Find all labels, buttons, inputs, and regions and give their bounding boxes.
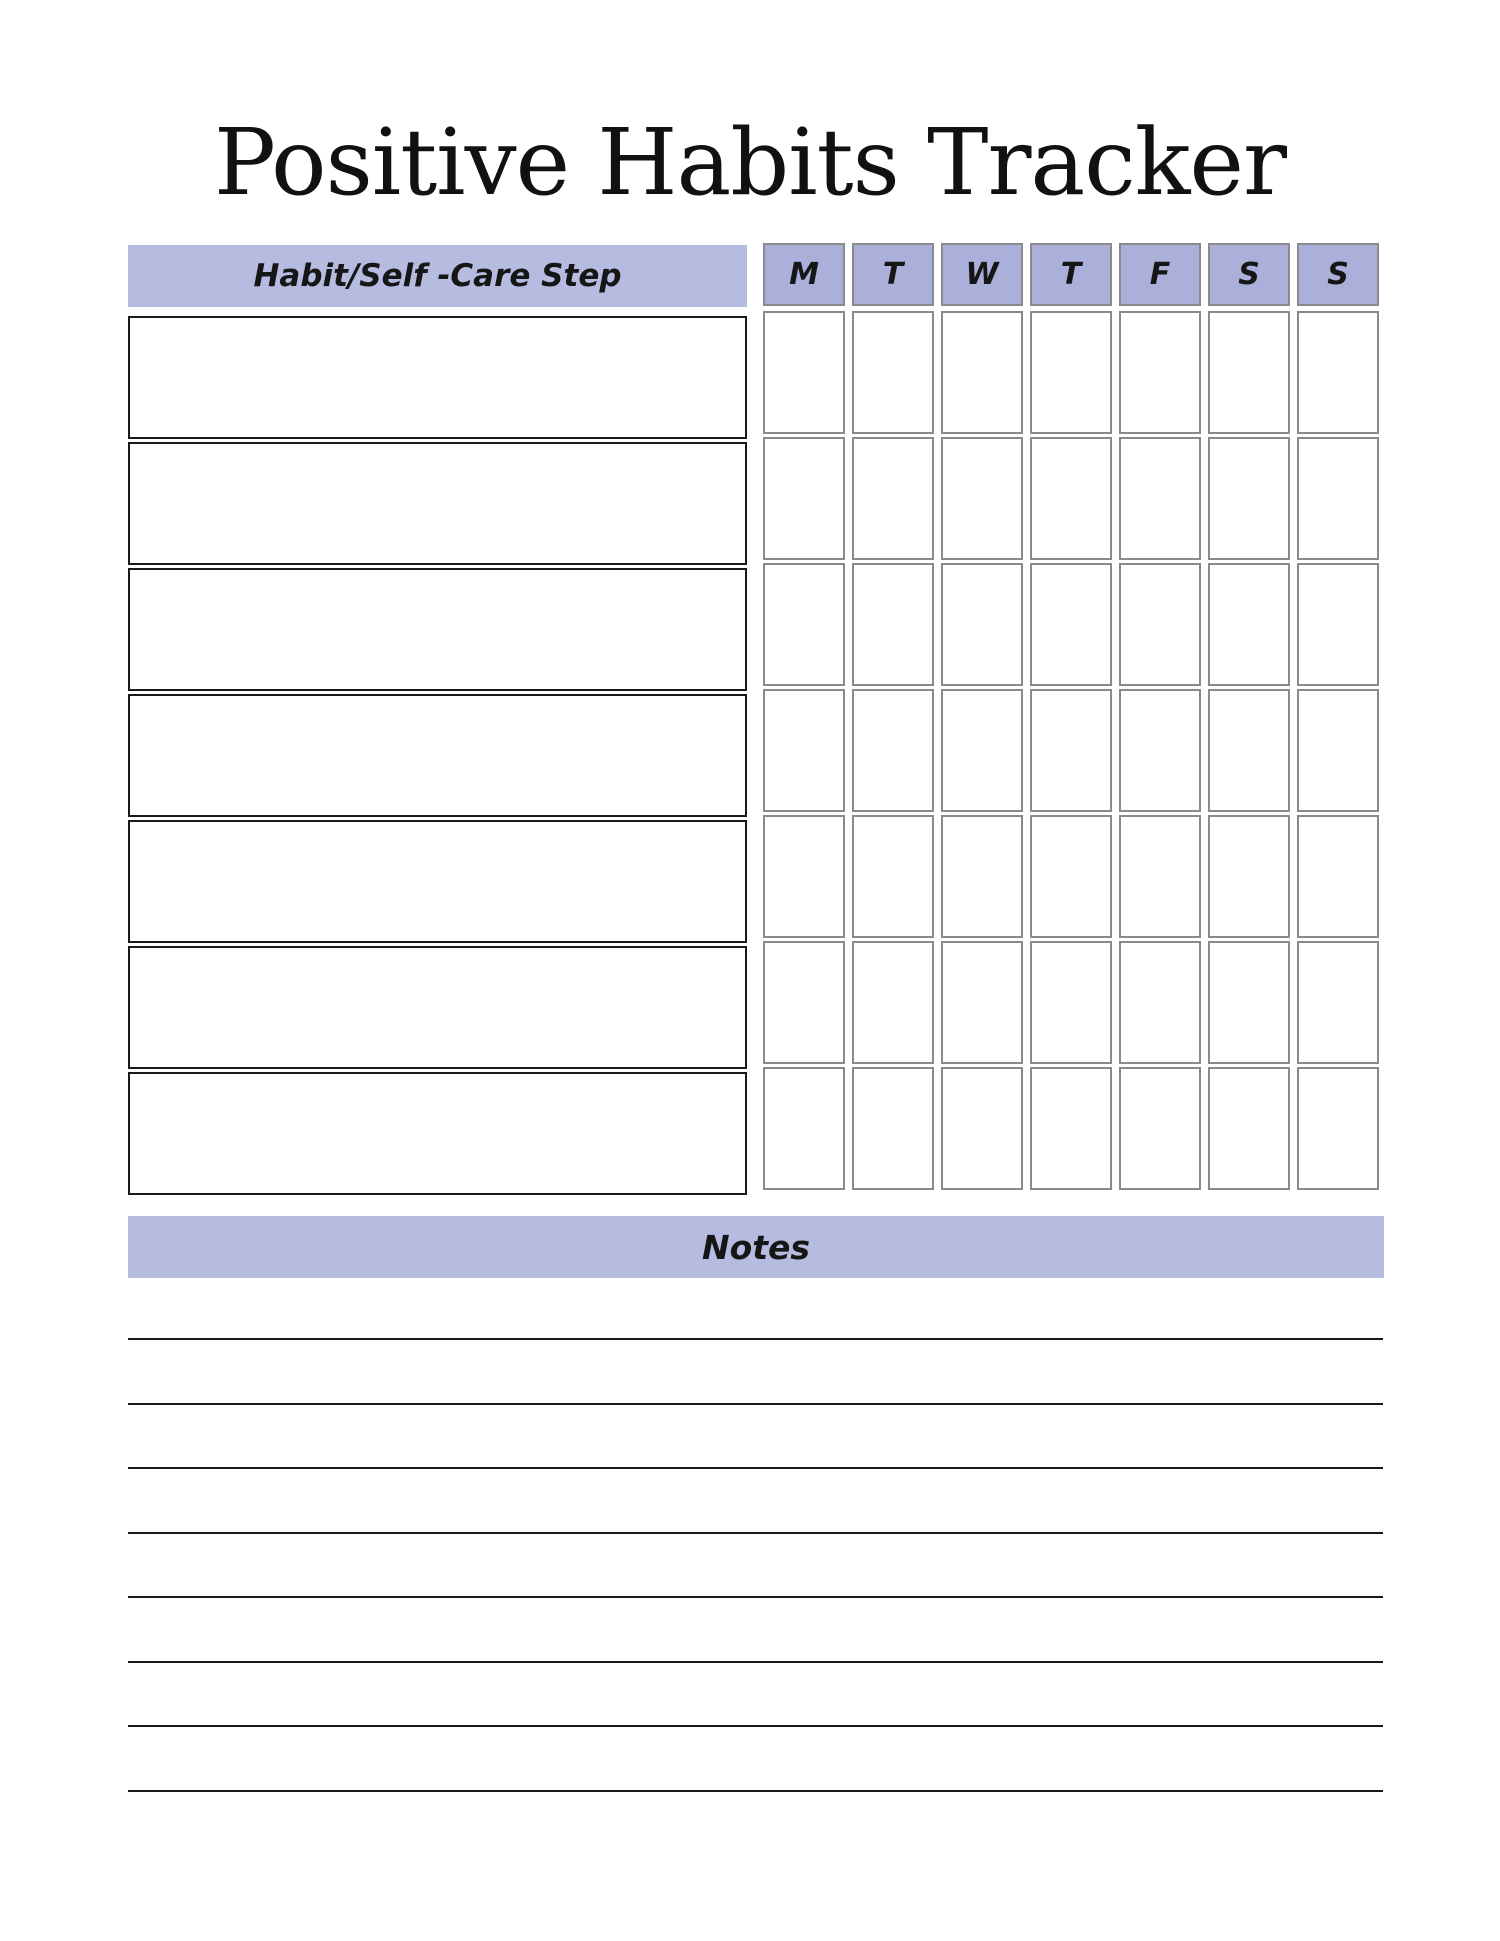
day-check-cell[interactable]: [852, 437, 934, 560]
habit-input-box[interactable]: [128, 568, 747, 691]
day-check-cell[interactable]: [1297, 689, 1379, 812]
habit-column-header: Habit/Self -Care Step: [128, 245, 747, 307]
day-check-cell[interactable]: [1297, 1067, 1379, 1190]
day-check-cell[interactable]: [1030, 311, 1112, 434]
day-header-1: T: [852, 243, 934, 306]
day-check-cell[interactable]: [941, 437, 1023, 560]
day-check-cell[interactable]: [1030, 689, 1112, 812]
note-line[interactable]: [128, 1725, 1383, 1727]
note-line[interactable]: [128, 1790, 1383, 1792]
day-check-cell[interactable]: [1119, 815, 1201, 938]
day-header-6: S: [1297, 243, 1379, 306]
day-check-cell[interactable]: [941, 941, 1023, 1064]
day-check-cell[interactable]: [1030, 941, 1112, 1064]
day-check-cell[interactable]: [763, 437, 845, 560]
habit-input-box[interactable]: [128, 694, 747, 817]
day-check-cell[interactable]: [1208, 1067, 1290, 1190]
day-check-cell[interactable]: [1297, 941, 1379, 1064]
day-check-cell[interactable]: [1208, 941, 1290, 1064]
note-line[interactable]: [128, 1532, 1383, 1534]
note-line[interactable]: [128, 1661, 1383, 1663]
day-check-cell[interactable]: [1030, 437, 1112, 560]
day-check-cell[interactable]: [941, 689, 1023, 812]
day-header-4: F: [1119, 243, 1201, 306]
page-title: Positive Habits Tracker: [214, 109, 1286, 216]
day-header-5: S: [1208, 243, 1290, 306]
day-check-cell[interactable]: [852, 1067, 934, 1190]
day-check-cell[interactable]: [1208, 815, 1290, 938]
day-check-cell[interactable]: [1208, 437, 1290, 560]
notes-header: Notes: [128, 1216, 1384, 1278]
habit-input-box[interactable]: [128, 820, 747, 943]
day-check-cell[interactable]: [1030, 1067, 1112, 1190]
day-check-cell[interactable]: [763, 941, 845, 1064]
day-check-cell[interactable]: [941, 311, 1023, 434]
day-check-cell[interactable]: [1208, 563, 1290, 686]
day-check-cell[interactable]: [763, 689, 845, 812]
day-check-cell[interactable]: [852, 815, 934, 938]
habit-input-box[interactable]: [128, 442, 747, 565]
day-check-cell[interactable]: [1119, 689, 1201, 812]
day-check-cell[interactable]: [1030, 815, 1112, 938]
day-check-cell[interactable]: [763, 311, 845, 434]
note-line[interactable]: [128, 1467, 1383, 1469]
day-check-cell[interactable]: [852, 311, 934, 434]
day-check-cell[interactable]: [1030, 563, 1112, 686]
day-check-cell[interactable]: [852, 563, 934, 686]
day-header-0: M: [763, 243, 845, 306]
day-check-cell[interactable]: [1297, 563, 1379, 686]
day-check-cell[interactable]: [852, 941, 934, 1064]
day-check-cell[interactable]: [1208, 689, 1290, 812]
day-check-cell[interactable]: [763, 563, 845, 686]
day-check-cell[interactable]: [763, 815, 845, 938]
habit-input-box[interactable]: [128, 946, 747, 1069]
day-header-2: W: [941, 243, 1023, 306]
day-check-cell[interactable]: [941, 563, 1023, 686]
day-check-cell[interactable]: [1119, 941, 1201, 1064]
day-check-cell[interactable]: [941, 1067, 1023, 1190]
day-check-cell[interactable]: [852, 689, 934, 812]
habit-input-box[interactable]: [128, 316, 747, 439]
day-check-cell[interactable]: [1208, 311, 1290, 434]
habit-input-box[interactable]: [128, 1072, 747, 1195]
day-check-cell[interactable]: [1119, 563, 1201, 686]
day-check-cell[interactable]: [941, 815, 1023, 938]
note-line[interactable]: [128, 1596, 1383, 1598]
day-check-cell[interactable]: [1297, 437, 1379, 560]
day-header-3: T: [1030, 243, 1112, 306]
day-check-cell[interactable]: [1119, 437, 1201, 560]
day-check-cell[interactable]: [1119, 311, 1201, 434]
day-check-cell[interactable]: [1297, 815, 1379, 938]
note-line[interactable]: [128, 1338, 1383, 1340]
day-check-cell[interactable]: [1119, 1067, 1201, 1190]
day-check-cell[interactable]: [763, 1067, 845, 1190]
day-check-cell[interactable]: [1297, 311, 1379, 434]
note-line[interactable]: [128, 1403, 1383, 1405]
